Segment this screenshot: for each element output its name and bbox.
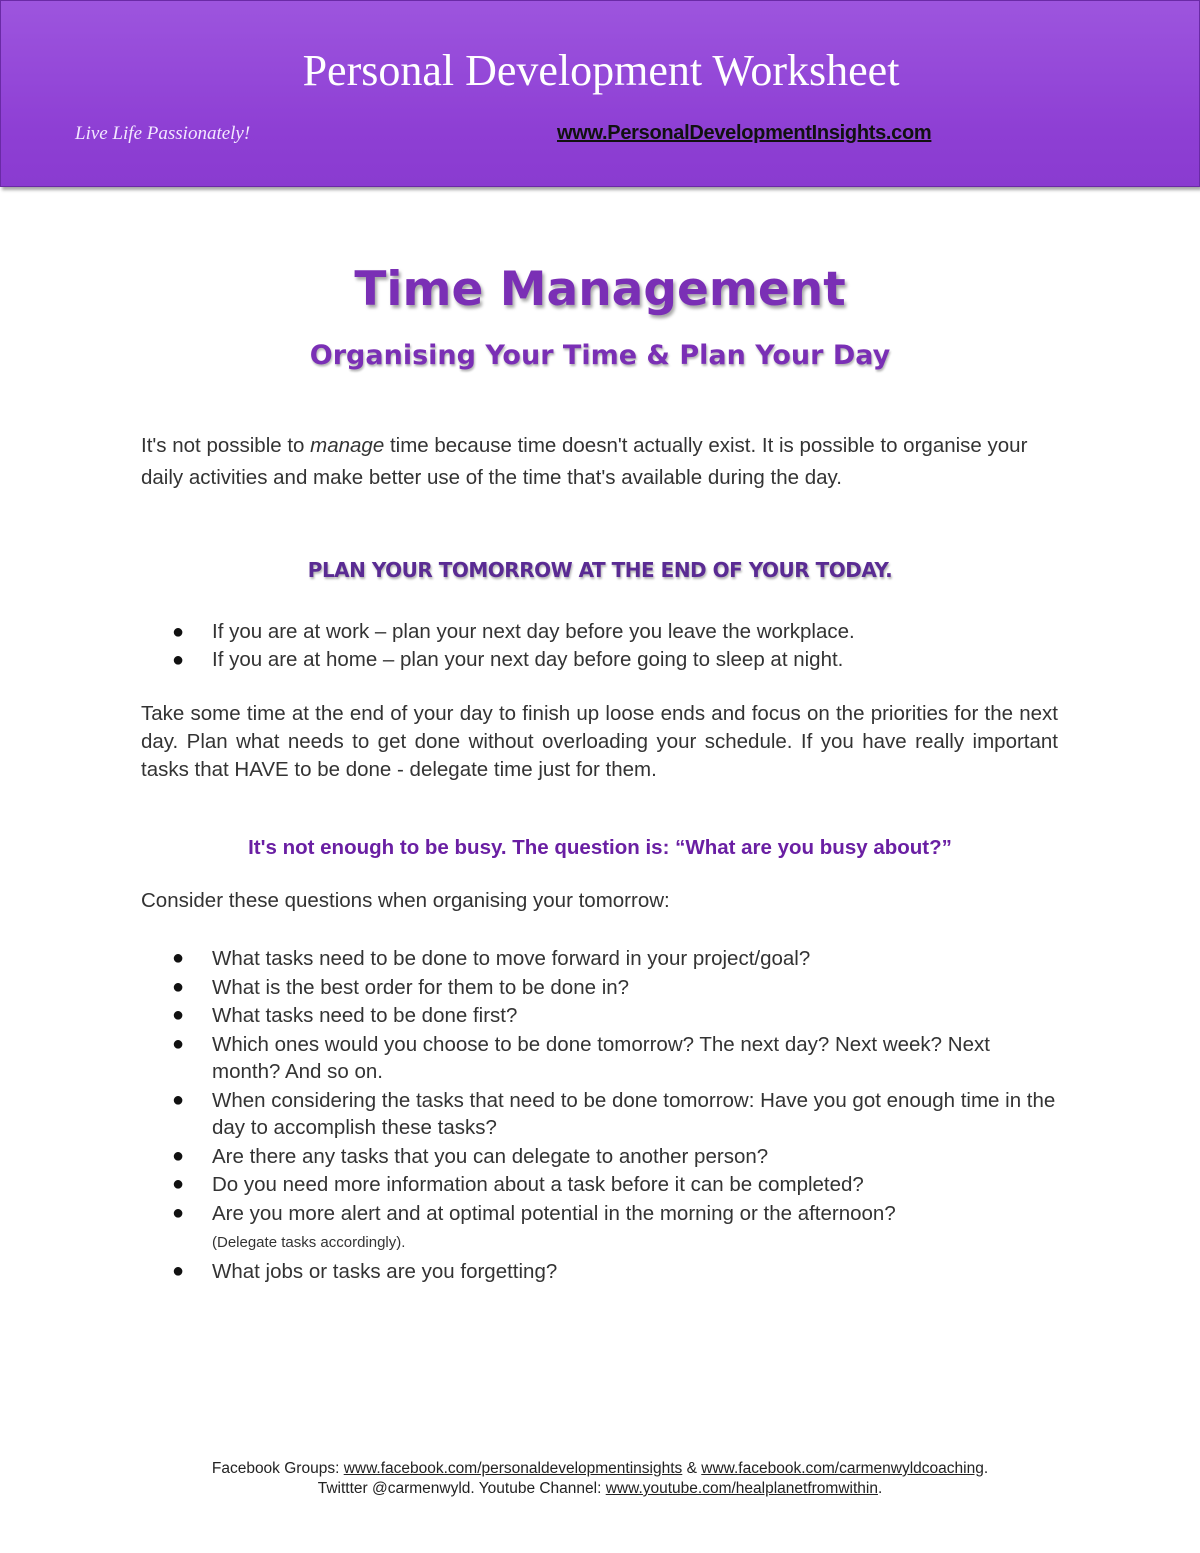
list-item: ● Are you more alert and at optimal potential in the morning or the afternoon? (Delegate tasks accordingly). <box>172 1201 896 1251</box>
body-paragraph: Take some time at the end of your day to finish up loose ends and focus on the priorities for the next day. Plan what needs to get done without overloading your schedule. If you have really important tasks that HAVE to be done - delegate time just for them. <box>141 702 1058 781</box>
website-link[interactable]: www.PersonalDevelopmentInsights.com <box>557 122 932 144</box>
list-item: ● What jobs or tasks are you forgetting? <box>172 1258 1062 1286</box>
highlight-quote: It's not enough to be busy. The question is: “What are you busy about?” <box>248 836 952 859</box>
consider-intro: Consider these questions when organising your tomorrow: <box>141 889 670 912</box>
facebook-link-2[interactable]: www.facebook.com/carmenwyldcoaching <box>701 1460 984 1477</box>
emphasis-manage: manage <box>310 434 385 457</box>
worksheet-title: Personal Development Worksheet <box>302 46 900 95</box>
list-item: ● What tasks need to be done first? <box>172 1002 1062 1030</box>
list-item: ● What is the best order for them to be done in? <box>172 974 1062 1002</box>
delegate-note: (Delegate tasks accordingly). <box>212 1234 406 1251</box>
list-item: ● Do you need more information about a task before it can be completed? <box>172 1171 1062 1199</box>
plan-list <box>172 618 1062 674</box>
bullet-icon: ● <box>172 1173 185 1195</box>
list-item: ● If you are at work – plan your next day before you leave the workplace. <box>172 618 1062 646</box>
questions-list <box>172 945 1062 1286</box>
bullet-icon: ● <box>172 649 185 671</box>
footer <box>0 1459 1200 1499</box>
bullet-icon: ● <box>172 947 185 969</box>
intro-paragraph: It's not possible to manage time because time doesn't actually exist. It is possible to organise your daily activities and make better use of the time that's available during the day. <box>141 434 1028 489</box>
bullet-icon: ● <box>172 621 185 643</box>
bullet-icon: ● <box>172 1144 185 1167</box>
footer-line-2: Twittter @carmenwyld. Youtube Channel: www.youtube.com/healplanetfromwithin. <box>317 1480 883 1497</box>
section-heading: PLAN YOUR TOMORROW AT THE END OF YOUR TODAY. <box>307 558 893 582</box>
page-subtitle: Organising Your Time & Plan Your Day <box>309 340 891 371</box>
list-item: ● Which ones would you choose to be done tomorrow? The next day? Next week? Next month? And so on. <box>172 1032 990 1083</box>
bullet-icon: ● <box>172 1201 185 1224</box>
page-title: Time Management <box>354 262 846 317</box>
list-item: ● Are there any tasks that you can delegate to another person? <box>172 1143 1062 1171</box>
youtube-link[interactable]: www.youtube.com/healplanetfromwithin <box>605 1480 878 1497</box>
footer-line-1: Facebook Groups: www.facebook.com/personaldevelopmentinsights & www.facebook.com/carmenwyldcoaching. <box>211 1460 989 1477</box>
bullet-icon: ● <box>172 1088 185 1111</box>
facebook-link-1[interactable]: www.facebook.com/personaldevelopmentinsights <box>343 1460 683 1477</box>
list-item: ● What tasks need to be done to move forward in your project/goal? <box>172 945 1062 973</box>
tagline: Live Life Passionately! <box>75 123 251 144</box>
bullet-icon: ● <box>172 1004 185 1026</box>
list-item: ● When considering the tasks that need to be done tomorrow: Have you got enough time in the day to accomplish these tasks? <box>172 1088 1056 1139</box>
bullet-icon: ● <box>172 1032 185 1055</box>
bullet-icon: ● <box>172 1259 185 1282</box>
header-banner <box>0 0 1200 187</box>
bullet-icon: ● <box>172 975 185 998</box>
list-item: ● If you are at home – plan your next day before going to sleep at night. <box>172 646 1062 674</box>
